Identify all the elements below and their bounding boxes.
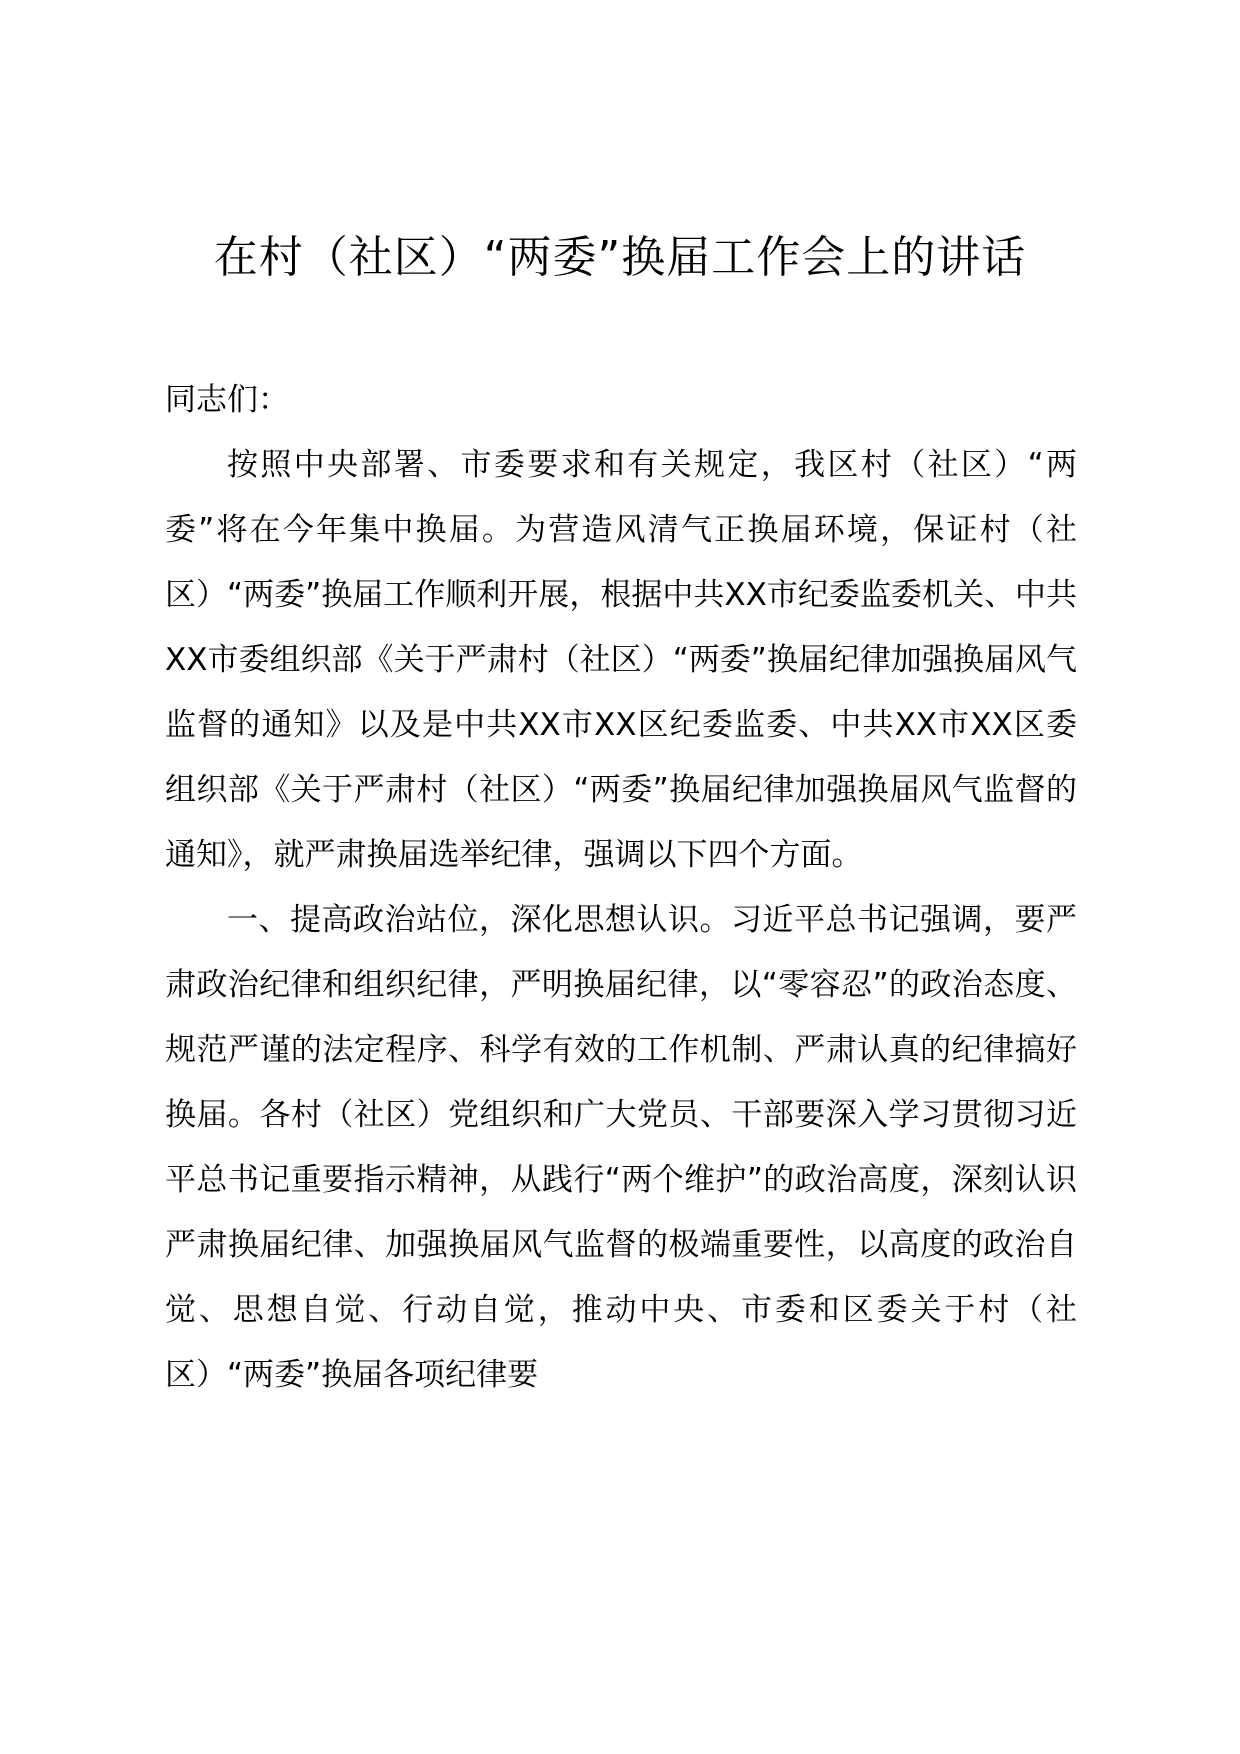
paragraph-intro: 按照中央部署、市委要求和有关规定，我区村（社区）“两委”将在今年集中换届。为营造风清气正换届环境，保证村（社区）“两委”换届工作顺利开展，根据中共XX市纪委监委机关、中共XX市委组织部《关于严肃村（社区）“两委”换届纪律加强换届风气监督的通知》以及是中共XX市XX区纪委监委、中共XX市XX区委组织部《关于严肃村（社区）“两委”换届纪律加强换届风气监督的通知》，就严肃换届选举纪律，强调以下四个方面。 — [165, 447, 1077, 873]
paragraph-section-one: 一、提高政治站位，深化思想认识。习近平总书记强调，要严肃政治纪律和组织纪律，严明换届纪律，以“零容忍”的政治态度、规范严谨的法定程序、科学有效的工作机制、严肃认真的纪律搞好换届。各村（社区）党组织和广大党员、干部要深入学习贯彻习近平总书记重要指示精神，从践行“两个维护”的政治高度，深刻认识严肃换届纪律、加强换届风气监督的极端重要性，以高度的政治自觉、思想自觉、行动自觉，推动中央、市委和区委关于村（社区）“两委”换届各项纪律要 — [165, 902, 1077, 1393]
document-body — [165, 368, 1077, 1408]
salutation: 同志们： — [165, 382, 289, 418]
document-title: 在村（社区）“两委”换届工作会上的讲话 — [213, 232, 1027, 283]
